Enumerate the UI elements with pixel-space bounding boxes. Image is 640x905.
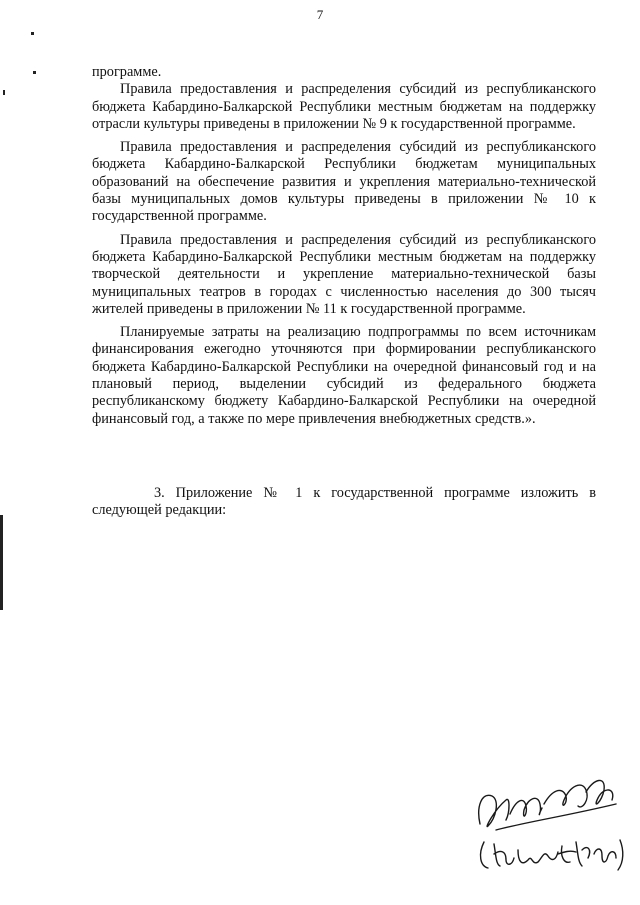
paragraph: Правила предоставления и распределения субсидий из республиканского бюджета Кабардино-Балкарской Республики местным бюджетам на поддержку творческой деятельности и укрепление материально-технической базы муниципальных театров в городах с численностью населения до 300 тысяч жителей приведены в приложении № 11 к государственной программе. <box>92 231 596 317</box>
paragraph: Планируемые затраты на реализацию подпрограммы по всем источникам финансирования ежегодно уточняются при формировании республиканского бюджета Кабардино-Балкарской Республики на очередной финансовый год и на плановый период, выделении субсидий из федерального бюджета республиканскому бюджету Кабардино-Балкарской Республики на очередной финансовый год, а также по мере привлечения внебюджетных средств.». <box>92 324 596 427</box>
scan-speck <box>33 71 36 74</box>
document-body <box>92 64 596 428</box>
paragraph: Правила предоставления и распределения субсидий из республиканского бюджета Кабардино-Балкарской Республики местным бюджетам на поддержку отрасли культуры приведены в приложении № 9 к государственной программе. <box>92 81 596 132</box>
handwritten-signature <box>466 770 632 882</box>
scan-edge-mark <box>0 515 3 610</box>
page-number: 7 <box>316 7 324 22</box>
paragraph: Правила предоставления и распределения субсидий из республиканского бюджета Кабардино-Балкарской Республики бюджетам муниципальных образований на обеспечение развития и укрепления материально-технической базы муниципальных домов культуры приведены в приложении № 10 к государственной программе. <box>92 139 596 225</box>
scan-speck <box>31 32 34 35</box>
paragraph: программе. <box>92 64 162 80</box>
scan-speck <box>3 90 5 95</box>
item-3-paragraph: 3. Приложение № 1 к государственной программе изложить в следующей редакции: <box>92 485 596 519</box>
